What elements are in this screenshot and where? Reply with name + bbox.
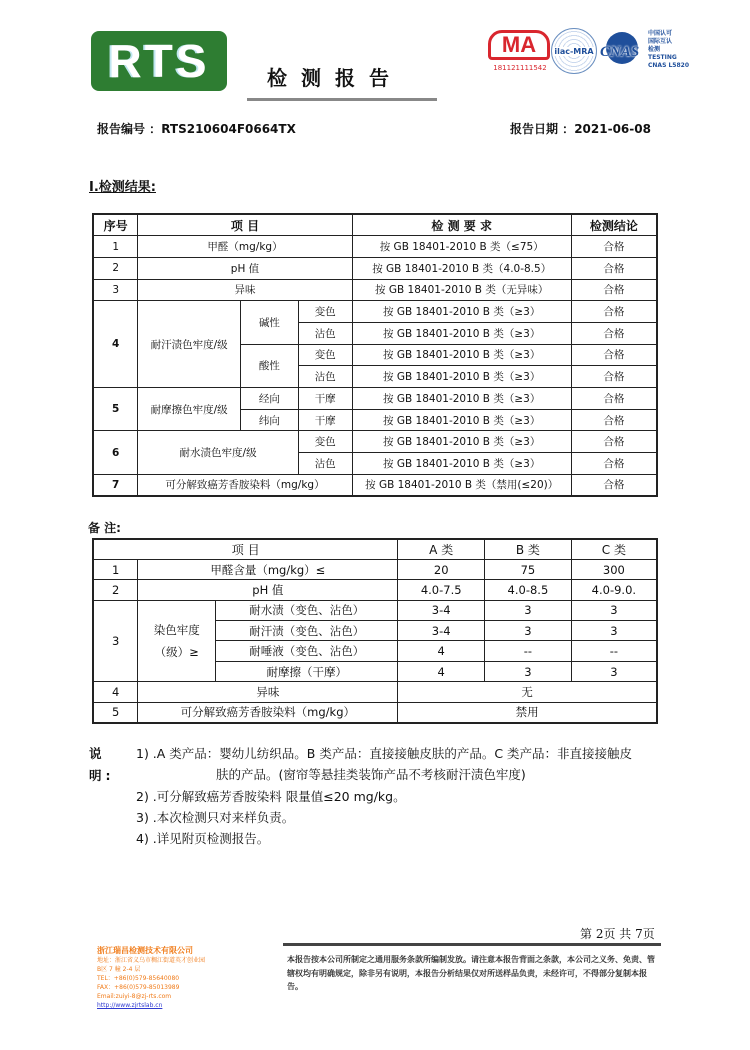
- row-requirement: 按 GB 18401-2010 B 类（4.0-8.5）: [352, 257, 571, 279]
- company-info: [97, 945, 205, 1010]
- row-subitem: 耐水渍（变色、沾色）: [216, 600, 398, 620]
- row-conclusion: 合格: [571, 431, 657, 453]
- row-requirement: 按 GB 18401-2010 B 类（≥3）: [352, 453, 571, 475]
- row-conclusion: 合格: [571, 474, 657, 496]
- row-subitem: 耐汗渍（变色、沾色）: [216, 621, 398, 641]
- row-value: 禁用: [398, 702, 657, 722]
- table-row: [93, 702, 657, 722]
- row-item: 异味: [138, 279, 352, 301]
- row-conclusion: 合格: [571, 409, 657, 431]
- row-value: 无: [398, 682, 657, 702]
- row-subitem: 酸性: [240, 344, 298, 387]
- report-date: [510, 120, 651, 137]
- row-requirement: 按 GB 18401-2010 B 类（禁用(≤20)）: [352, 474, 571, 496]
- row-conclusion: 合格: [571, 366, 657, 388]
- row-no: 7: [93, 474, 138, 496]
- report-number-value: RTS210604F0664TX: [161, 122, 296, 136]
- footer-divider: [283, 943, 661, 946]
- company-address: 地址：浙江省义乌市稠江街道英才创业园: [97, 957, 206, 964]
- cnas-caption-line: 国际互认: [648, 38, 673, 45]
- row-subitem: 纬向: [240, 409, 298, 431]
- explanation-item: 4) .详见附页检测报告。: [136, 831, 270, 846]
- explanation-item: 肤的产品。(窗帘等悬挂类装饰产品不考核耐汗渍色牢度): [216, 767, 526, 782]
- row-requirement: 按 GB 18401-2010 B 类（≥3）: [352, 388, 571, 410]
- table-row: [93, 580, 657, 600]
- row-conclusion: 合格: [571, 257, 657, 279]
- row-no: 1: [93, 559, 138, 579]
- table-row: [93, 431, 657, 453]
- table-row: [93, 388, 657, 410]
- row-class-b: 3: [485, 621, 572, 641]
- disclaimer-text: 本报告按本公司所制定之通用服务条款所编制发放。请注意本报告背面之条款，本公司之义务、免责、管辖权均有明确规定，除非另有说明，本报告分析结果仅对所送样品负责，未经许可，不得部分复制本报告。: [287, 955, 655, 991]
- report-number: [97, 120, 296, 137]
- table-row: [93, 279, 657, 301]
- cnas-icon: [600, 32, 644, 72]
- row-requirement: 按 GB 18401-2010 B 类（≥3）: [352, 366, 571, 388]
- explanation-label: 说 明:: [89, 746, 115, 783]
- document-title: 检测报告: [267, 66, 403, 90]
- row-item: 甲醛含量（mg/kg）≤: [138, 559, 398, 579]
- report-date-label: 报告日期 ：: [510, 122, 575, 136]
- row-no: 2: [93, 257, 138, 279]
- page-number: 第 2页 共 7页: [580, 927, 655, 941]
- row-class-b: 4.0-8.5: [485, 580, 572, 600]
- row-class-c: 3: [571, 661, 657, 681]
- row-subitem: 经向: [240, 388, 298, 410]
- company-logo: [91, 31, 227, 91]
- cnas-caption-line: TESTING: [648, 54, 677, 61]
- table-header-row: [93, 539, 657, 559]
- reference-table: [92, 538, 658, 724]
- row-class-c: --: [571, 641, 657, 661]
- row-subitem-detail: 干摩: [298, 409, 352, 431]
- cma-number: 181121111542: [493, 64, 547, 72]
- row-no: 2: [93, 580, 138, 600]
- row-item: 甲醛（mg/kg）: [138, 236, 352, 258]
- results-table: [92, 213, 658, 497]
- row-subitem-detail: 变色: [298, 301, 352, 323]
- row-class-a: 3-4: [398, 621, 485, 641]
- row-class-a: 4: [398, 661, 485, 681]
- table-row: [93, 236, 657, 258]
- cnas-text: CNAS: [600, 44, 640, 60]
- row-no: 4: [93, 301, 138, 388]
- row-class-b: 3: [485, 661, 572, 681]
- group-line: 染色牢度: [153, 622, 200, 637]
- row-class-b: --: [485, 641, 572, 661]
- row-class-a: 20: [398, 559, 485, 579]
- row-requirement: 按 GB 18401-2010 B 类（≥3）: [352, 409, 571, 431]
- row-item: pH 值: [138, 580, 398, 600]
- header-item: 项 目: [138, 214, 352, 236]
- row-subitem-detail: 沾色: [298, 453, 352, 475]
- report-date-value: 2021-06-08: [574, 122, 651, 136]
- group-line: （级）≥: [154, 644, 199, 659]
- header-class-c: C 类: [571, 539, 657, 559]
- row-class-c: 300: [571, 559, 657, 579]
- row-subitem: 碱性: [240, 301, 298, 344]
- row-class-b: 75: [485, 559, 572, 579]
- table-row: [93, 600, 657, 620]
- table-row: [93, 301, 657, 323]
- report-number-label: 报告编号 ：: [97, 122, 162, 136]
- row-subitem-detail: 沾色: [298, 366, 352, 388]
- cnas-caption-line: 检测: [648, 46, 661, 53]
- company-name: 浙江瑞昌检测技术有限公司: [97, 946, 193, 955]
- header-conclusion: 检测结论: [571, 214, 657, 236]
- row-conclusion: 合格: [571, 236, 657, 258]
- row-subitem-detail: 变色: [298, 344, 352, 366]
- row-subitem-detail: 沾色: [298, 322, 352, 344]
- cnas-caption-line: 中国认可: [648, 30, 673, 37]
- header-requirement: 检 测 要 求: [352, 214, 571, 236]
- row-conclusion: 合格: [571, 301, 657, 323]
- row-no: 1: [93, 236, 138, 258]
- header-item: 项 目: [93, 539, 398, 559]
- explanation-item: 3) .本次检测只对来样负责。: [136, 810, 295, 825]
- row-subitem-detail: 干摩: [298, 388, 352, 410]
- row-conclusion: 合格: [571, 388, 657, 410]
- row-class-c: 3: [571, 600, 657, 620]
- cnas-caption-line: CNAS L5820: [648, 62, 690, 69]
- row-conclusion: 合格: [571, 279, 657, 301]
- header-no: 序号: [93, 214, 138, 236]
- row-group: [138, 600, 216, 682]
- row-requirement: 按 GB 18401-2010 B 类（≥3）: [352, 344, 571, 366]
- row-item: pH 值: [138, 257, 352, 279]
- notes-title: 备 注:: [88, 521, 121, 535]
- table-row: [93, 682, 657, 702]
- row-no: 3: [93, 279, 138, 301]
- table-row: [93, 559, 657, 579]
- logo-text: RTS: [108, 35, 210, 87]
- company-website-link[interactable]: http://www.zjrtslab.cn: [97, 1002, 163, 1009]
- row-item: 可分解致癌芳香胺染料（mg/kg）: [138, 702, 398, 722]
- title-underline: [247, 98, 437, 101]
- explanation-item: 2) .可分解致癌芳香胺染料 限量值≤20 mg/kg。: [136, 789, 406, 804]
- row-requirement: 按 GB 18401-2010 B 类（≥3）: [352, 301, 571, 323]
- ilac-text: ilac-MRA: [554, 46, 594, 56]
- explanation-item: 1) .A 类产品：婴幼儿纺织品。B 类产品：直接接触皮肤的产品。C 类产品：非直接接触皮: [136, 746, 633, 761]
- row-subitem-detail: 变色: [298, 431, 352, 453]
- row-conclusion: 合格: [571, 344, 657, 366]
- row-item: 异味: [138, 682, 398, 702]
- row-subitem: 耐摩擦（干摩）: [216, 661, 398, 681]
- row-class-c: 3: [571, 621, 657, 641]
- ilac-mra-icon: [551, 28, 597, 74]
- row-class-a: 4: [398, 641, 485, 661]
- row-item: 耐汗渍色牢度/级: [138, 301, 241, 388]
- cma-certification-mark: [488, 30, 552, 72]
- cnas-caption: [648, 30, 689, 70]
- row-conclusion: 合格: [571, 453, 657, 475]
- cma-icon: MA: [488, 30, 550, 60]
- company-email[interactable]: Email:zuiyi-8@zj-rts.com: [97, 993, 172, 1000]
- row-no: 5: [93, 702, 138, 722]
- table-header-row: [93, 214, 657, 236]
- row-no: 3: [93, 600, 138, 682]
- row-requirement: 按 GB 18401-2010 B 类（≥3）: [352, 322, 571, 344]
- row-class-a: 4.0-7.5: [398, 580, 485, 600]
- header-class-b: B 类: [485, 539, 572, 559]
- row-class-b: 3: [485, 600, 572, 620]
- row-conclusion: 合格: [571, 322, 657, 344]
- row-item: 耐水渍色牢度/级: [138, 431, 298, 474]
- row-no: 5: [93, 388, 138, 431]
- row-subitem: 耐唾液（变色、沾色）: [216, 641, 398, 661]
- company-tel: TEL：+86(0)579-85640080: [97, 975, 180, 982]
- row-requirement: 按 GB 18401-2010 B 类（≤75）: [352, 236, 571, 258]
- row-item: 耐摩擦色牢度/级: [138, 388, 241, 431]
- row-requirement: 按 GB 18401-2010 B 类（≥3）: [352, 431, 571, 453]
- row-requirement: 按 GB 18401-2010 B 类（无异味）: [352, 279, 571, 301]
- company-address: B区 7 幢 2-4 层: [97, 966, 141, 973]
- row-class-a: 3-4: [398, 600, 485, 620]
- table-row: [93, 474, 657, 496]
- company-fax: FAX：+86(0)579-85013989: [97, 984, 180, 991]
- table-row: [93, 257, 657, 279]
- row-item: 可分解致癌芳香胺染料（mg/kg）: [138, 474, 352, 496]
- row-class-c: 4.0-9.0.: [571, 580, 657, 600]
- header-class-a: A 类: [398, 539, 485, 559]
- row-no: 4: [93, 682, 138, 702]
- section-title: I.检测结果:: [89, 180, 156, 195]
- row-no: 6: [93, 431, 138, 474]
